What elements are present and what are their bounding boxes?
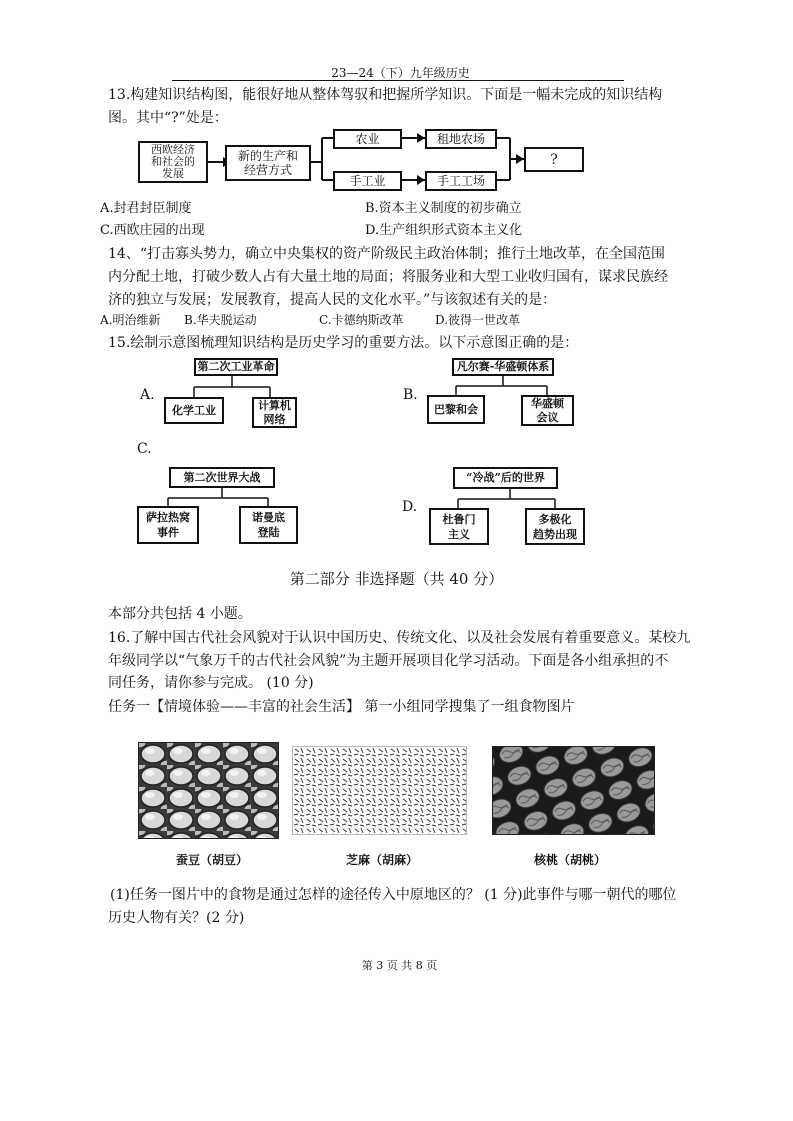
q13-stem-line2: 图。其中“?”处是： (108, 110, 228, 126)
broad-bean-photo (138, 742, 279, 839)
q15-a-top-box: 第二次工业革命 (194, 358, 278, 376)
diagram-unknown-box: ? (524, 147, 584, 172)
q16-sub1-line2: 历史人物有关？(2 分) (108, 910, 245, 926)
q15-b-top-box: 凡尔赛-华盛顿体系 (452, 358, 554, 376)
q13-stem-line1: 13.构建知识结构图，能很好地从整体驾驭和把握所学知识。下面是一幅未完成的知识结构 (108, 87, 663, 103)
part2-title: 第二部分 非选择题（共 40 分） (289, 570, 504, 588)
part2-note: 本部分共包括 4 小题。 (108, 606, 252, 622)
q13-option-b: B.资本主义制度的初步确立 (365, 201, 522, 216)
caption-broad-bean: 蚕豆（胡豆） (176, 853, 249, 867)
q15-c-right-box: 诺曼底 登陆 (239, 506, 298, 544)
q15-d-left-box: 杜鲁门 主义 (429, 508, 489, 545)
q16-line2: 年级同学以“气象万千的古代社会风貌”为主题开展项目化学习活动。下面是各小组承担的不 (108, 653, 669, 669)
sesame-photo (292, 746, 467, 835)
diagram-manor-box: 租地农场 (425, 129, 497, 149)
walnut-photo (492, 746, 655, 835)
q15-d-top-box: “冷战”后的世界 (453, 467, 558, 489)
q16-sub1-line1: (1)任务一图片中的食物是通过怎样的途径传入中原地区的？ (1 分)此事件与哪一朝代的哪位 (110, 887, 677, 903)
q15-label-c: C. (137, 441, 152, 457)
q13-option-d: D.生产组织形式资本主义化 (365, 223, 523, 238)
q14-option-d: D.彼得一世改革 (435, 313, 521, 327)
q15-d-right-box: 多极化 趋势出现 (525, 508, 585, 545)
q15-label-a: A. (140, 387, 155, 403)
q14-line2: 内分配土地，打破少数人占有大量土地的局面；将服务业和大型工业收归国有，谋求民族经 (108, 269, 668, 285)
q15-b-right-box: 华盛顿 会议 (521, 395, 574, 426)
q15-label-d: D. (402, 499, 418, 515)
q15-b-left-box: 巴黎和会 (427, 395, 485, 424)
diagram-root-box: 西欧经济 和社会的 发展 (138, 141, 208, 183)
q14-option-a: A.明治维新 (100, 313, 161, 327)
diagram-agri-box: 农业 (333, 129, 402, 149)
header-rule (172, 80, 624, 81)
q14-line3: 济的独立与发展；发展教育，提高人民的文化水平。”与该叙述有关的是： (108, 292, 557, 308)
q15-label-b: B. (403, 387, 418, 403)
q13-option-a: A.封君封臣制度 (100, 201, 192, 216)
diagram-craft-box: 手工业 (333, 171, 402, 191)
q14-option-b: B.华夫脱运动 (184, 313, 257, 327)
q15-stem: 15.绘制示意图梳理知识结构是历史学习的重要方法。以下示意图正确的是： (108, 335, 579, 351)
q15-a-right-box: 计算机 网络 (252, 397, 297, 428)
diagram-workshop-box: 手工工场 (425, 171, 497, 191)
q16-task1: 任务一【情境体验——丰富的社会生活】 第一小组同学搜集了一组食物图片 (108, 699, 575, 715)
caption-sesame: 芝麻（胡麻） (346, 853, 419, 867)
q13-option-c: C.西欧庄园的出现 (100, 223, 205, 238)
page-header: 23—24（下）九年级历史 (331, 66, 470, 80)
diagram-mid-box: 新的生产和 经营方式 (225, 145, 311, 181)
q16-line1: 16.了解中国古代社会风貌对于认识中国历史、传统文化、以及社会发展有着重要意义。某校九 (108, 630, 691, 646)
page-footer: 第 3 页 共 8 页 (361, 959, 438, 972)
q14-line1: 14、“打击寡头势力，确立中央集权的资产阶级民主政治体制；推行土地改革，在全国范围 (108, 246, 665, 262)
q15-c-top-box: 第二次世界大战 (169, 467, 275, 488)
caption-walnut: 核桃（胡桃） (534, 853, 607, 867)
q14-option-c: C.卡德纳斯改革 (319, 313, 404, 327)
q15-c-left-box: 萨拉热窝 事件 (137, 506, 199, 544)
q16-line3: 同任务，请你参与完成。 (10 分) (108, 675, 314, 691)
q15-a-left-box: 化学工业 (164, 397, 224, 424)
